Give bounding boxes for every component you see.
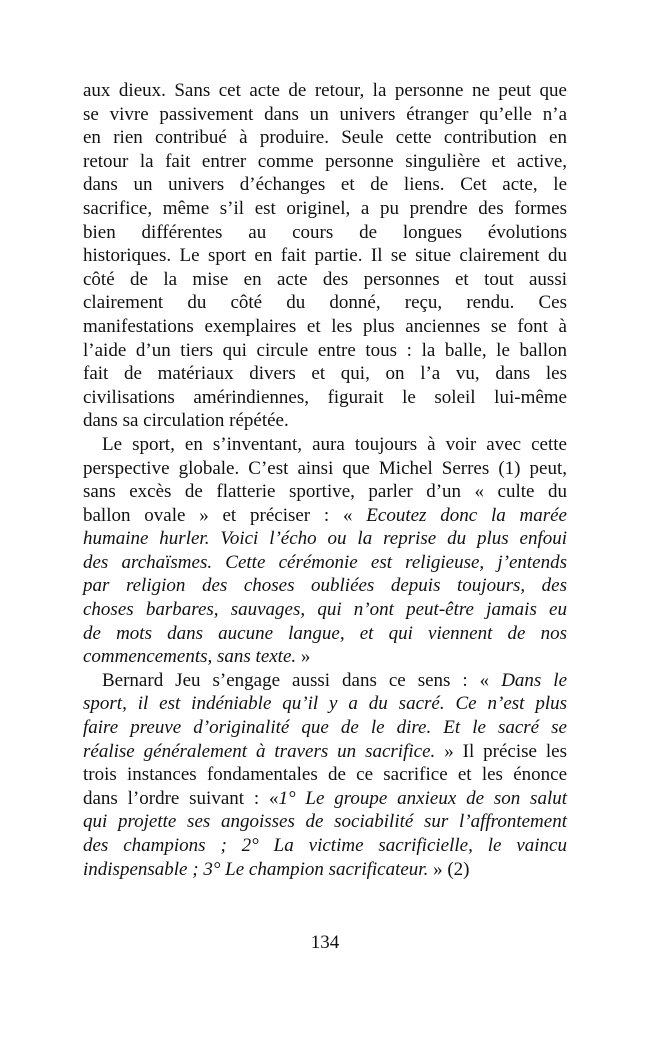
text-line — [83, 79, 567, 103]
text-segment: » — [296, 646, 311, 668]
text-line — [83, 669, 567, 693]
text-line — [83, 268, 567, 292]
text-line — [83, 858, 567, 882]
body-text — [83, 79, 567, 881]
text-line — [83, 740, 567, 764]
text-line — [83, 810, 567, 834]
italic-quote-text: par religion des choses oubliées depuis toujours, des — [83, 575, 567, 597]
text-segment: clairement du côté du donné, reçu, rendu. Ces — [83, 292, 567, 314]
text-segment: aux dieux. Sans cet acte de retour, la personne ne peut que — [83, 80, 567, 101]
text-line — [83, 362, 567, 386]
text-segment: côté de la mise en acte des personnes et tout aussi — [83, 268, 567, 290]
text-line — [83, 787, 567, 811]
italic-quote-text: 1° Le groupe anxieux de son salut — [278, 787, 568, 809]
italic-quote-text: faire preuve d’originalité que de le dire. Et le sacré se — [83, 717, 567, 739]
text-line — [83, 763, 567, 787]
italic-quote-text: commencements, sans texte. — [83, 646, 297, 668]
text-segment: dans un univers d’échanges et de liens. Cet acte, le — [83, 174, 567, 196]
italic-quote-text: Dans le — [501, 669, 568, 691]
text-line — [83, 409, 567, 433]
text-line — [83, 197, 567, 221]
text-segment: Bernard Jeu s’engage aussi dans ce sens : « — [102, 669, 502, 691]
text-segment: ballon ovale » et préciser : « — [83, 504, 367, 526]
text-line — [83, 291, 567, 315]
text-line — [83, 598, 567, 622]
italic-quote-text: réalise généralement à travers un sacrifice. — [83, 740, 436, 762]
italic-quote-text: des archaïsmes. Cette cérémonie est religieuse, j’entends — [83, 551, 567, 573]
text-line — [83, 645, 567, 669]
text-line — [83, 551, 567, 575]
text-line — [83, 574, 567, 598]
text-line — [83, 622, 567, 646]
paragraph — [83, 433, 567, 669]
text-segment: bien différentes au cours de longues évolutions — [83, 221, 567, 243]
text-line — [83, 527, 567, 551]
italic-quote-text: de mots dans aucune langue, et qui viennent de nos — [83, 622, 567, 644]
text-line — [83, 126, 567, 150]
text-segment: dans sa circulation répétée. — [83, 410, 289, 432]
italic-quote-text: indispensable ; 3° Le champion sacrificateur. — [83, 858, 429, 880]
text-segment: perspective globale. C’est ainsi que Michel Serres (1) peut, — [83, 457, 567, 479]
text-line — [83, 692, 567, 716]
text-segment: dans l’ordre suivant : « — [83, 787, 279, 809]
text-segment: Le sport, en s’inventant, aura toujours à voir avec cette — [102, 433, 567, 455]
text-segment: sacrifice, même s’il est originel, a pu prendre des formes — [83, 197, 567, 219]
text-line — [83, 150, 567, 174]
paragraph — [83, 669, 567, 881]
text-segment: en rien contribué à produire. Seule cette contribution en — [83, 127, 567, 149]
text-segment: » Il précise les — [435, 740, 567, 762]
text-segment: retour la fait entrer comme personne singulière et active, — [83, 150, 567, 172]
text-line — [83, 504, 567, 528]
text-segment: manifestations exemplaires et les plus anciennes se font à — [83, 315, 567, 337]
text-line — [83, 834, 567, 858]
text-segment: se vivre passivement dans un univers étranger qu’elle n’a — [83, 103, 567, 125]
text-line — [83, 480, 567, 504]
text-segment: sans excès de flatterie sportive, parler d’un « culte du — [83, 481, 567, 503]
text-segment: trois instances fondamentales de ce sacrifice et les énonce — [83, 764, 567, 786]
text-segment: civilisations amérindiennes, figurait le soleil lui-même — [83, 386, 567, 408]
text-line — [83, 433, 567, 457]
text-segment: fait de matériaux divers et qui, on l’a vu, dans les — [83, 363, 567, 385]
paragraph — [83, 79, 567, 433]
text-line — [83, 457, 567, 481]
italic-quote-text: qui projette ses angoisses de sociabilité sur l’affrontement — [83, 811, 567, 833]
italic-quote-text: des champions ; 2° La victime sacrificielle, le vaincu — [83, 835, 567, 856]
italic-quote-text: humaine hurler. Voici l’écho ou la reprise du plus enfoui — [83, 528, 567, 550]
text-line — [83, 173, 567, 197]
text-line — [83, 244, 567, 268]
page-number: 134 — [310, 932, 340, 953]
text-line — [83, 315, 567, 339]
text-line — [83, 339, 567, 363]
text-segment: historiques. Le sport en fait partie. Il se situe clairement du — [83, 245, 567, 267]
text-line — [83, 716, 567, 740]
text-line — [83, 386, 567, 410]
italic-quote-text: Ecoutez donc la marée — [366, 504, 567, 526]
text-segment: l’aide d’un tiers qui circule entre tous : la balle, le ballon — [83, 339, 567, 361]
text-segment: » (2) — [428, 858, 470, 880]
italic-quote-text: choses barbares, sauvages, qui n’ont peut-être jamais eu — [83, 599, 567, 621]
text-line — [83, 221, 567, 245]
italic-quote-text: sport, il est indéniable qu’il y a du sacré. Ce n’est plus — [83, 693, 567, 715]
text-line — [83, 103, 567, 127]
